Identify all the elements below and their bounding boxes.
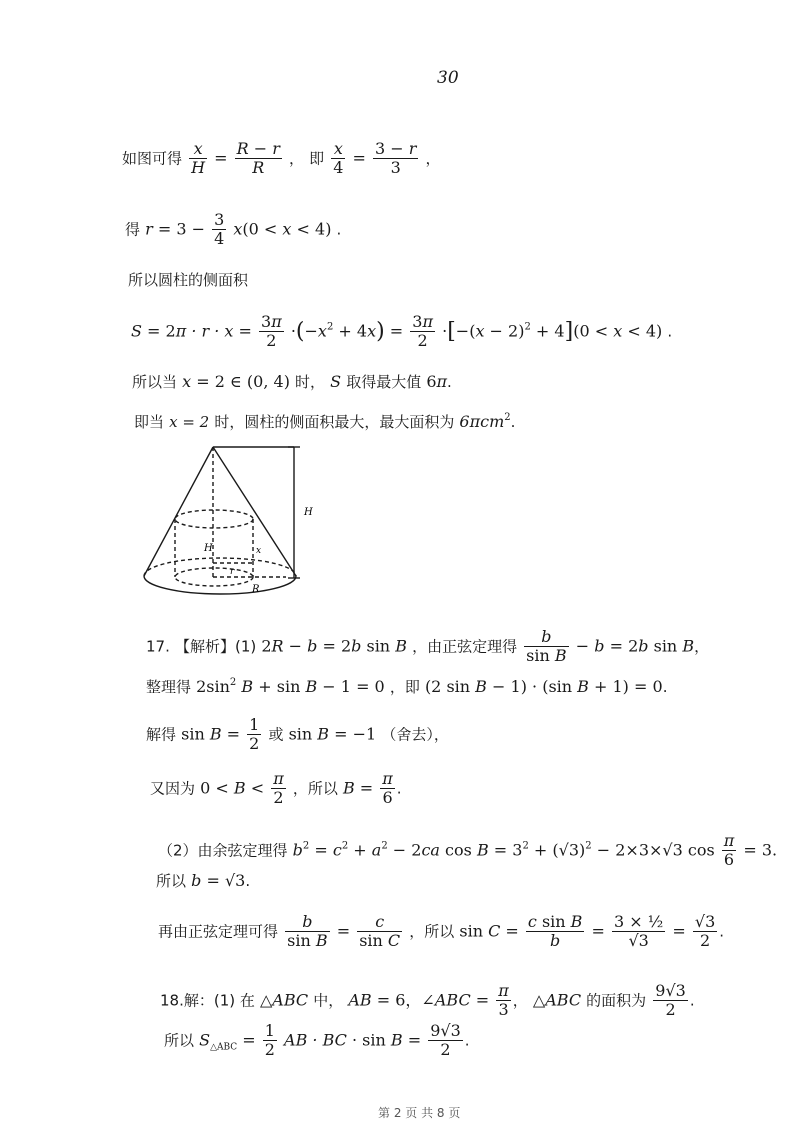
q17-sinC-line: 再由正弦定理可得 $\frac{b}{\text{sin B}}$ = $\frac{c}{\text{sin C}}$ ，所以 sin C = $\frac{\text{c sin B}}{b}$ = $\frac{\text{3 × ½}}{√3}$ = $\frac{√3}{2}$ . (158, 912, 725, 951)
ratio-line: 如图可得 $\frac{x}{H}$ = $\frac{R - r}{R}$ ， 即 $\frac{x}{4}$ = $\frac{3 - r}{3}$ ， (122, 139, 441, 178)
label-H-inner: H (204, 543, 213, 554)
q17-line1: 17. 【解析】(1) 2R − b = 2b sin B ，由正弦定理得 $\frac{b}{\text{sin B}}$ − b = 2b sin B， (146, 627, 710, 666)
q17-part2-line: （2）由余弦定理得 $b^2 = c^2 + a^2 - 2ca$ $\cos B = 3^2 + (√3)^2 - 2\times 3\times√3$ cos $\frac{\pi}{6}$ = 3. (158, 831, 778, 870)
max-value-line: 所以当 x = 2 ∈ (0, 4) 时， S 取得最大值 6π. (132, 372, 452, 391)
page-footer: 第 2 页 共 8 页 (378, 1106, 461, 1120)
area-formula-line: S = 2π · r · x = $\frac{3\pi}{2}$ $\cdot(-x^2 + 4x)$ = $\frac{3\pi}{2}$ $\cdot[-(x - 2)^2 + 4](0 < x < 4)$ . (131, 312, 673, 351)
q18-line2: 所以 $S_{\triangle ABC}$ = $\frac{1}{2}$ AB · BC · sin B = $\frac{9√3}{2}$ . (164, 1021, 470, 1060)
page-number-handwritten: 30 (437, 68, 459, 88)
label-x: x (256, 546, 262, 556)
cone-cylinder-diagram (138, 443, 328, 603)
lateral-area-heading: 所以圆柱的侧面积 (128, 271, 249, 289)
q17-line4: 又因为 0 < B < $\frac{\pi}{2}$ ，所以 B = $\frac{\pi}{6}$ . (150, 769, 402, 808)
r-expression-line: 得 r = 3 − $\frac{3}{4}$ x(0 < x < 4) . (125, 210, 342, 249)
q17-b-value: 所以 b = √3. (156, 871, 251, 890)
label-R: R (252, 584, 260, 595)
label-r: r (230, 567, 235, 577)
label-H-outer: H (304, 507, 313, 518)
q17-line3: 解得 sin B = $\frac{1}{2}$ 或 sin B = −1 （舍去）， (146, 715, 449, 754)
q17-line2: 整理得 $2\sin^2$ B + sin B − 1 = 0 ，即 (2 sin B − 1) · (sin B + 1) = 0. (146, 677, 668, 696)
conclusion-line: 即当 x = 2 时，圆柱的侧面积最大，最大面积为 6πcm$^2$. (134, 412, 516, 431)
q18-line1: 18.解：(1) 在 △ABC 中， AB = 6，∠ABC = $\frac{\pi}{3}$ ， △ABC 的面积为 $\frac{9√3}{2}$ . (160, 981, 695, 1020)
